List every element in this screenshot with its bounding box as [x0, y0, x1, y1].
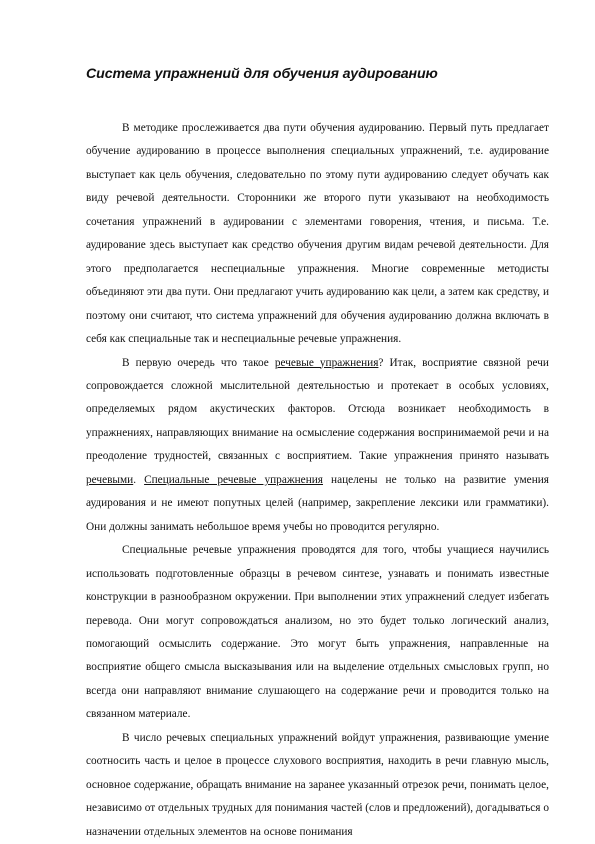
paragraph-2-part-3: . [133, 473, 145, 486]
paragraph-2-part-4: нацелены не только на развитие умения аудирования и не имеют попутных целей (например, закрепление лексики или грамматики). Они должны занимать небольшое время учебы но проводится регулярно. [86, 473, 549, 533]
paragraph-2-part-2: ? Итак, восприятие связной речи сопровождается сложной мыслительной деятельностью и протекает в особых условиях, определяемых рядом акустических факторов. Отсюда возникает необходимость в упражнениях, направляющих внимание на осмысление содержания воспринимаемой речи и на преодоление трудностей, связанных с восприятием. Такие упражнения принято называть [86, 356, 549, 463]
document-body [86, 117, 549, 844]
paragraph-4: В число речевых специальных упражнений войдут упражнения, развивающие умение соотносить часть и целое в процессе слухового восприятия, находить в речи главную мысль, основное содержание, обращать внимание на заранее указанный отрезок речи, понимать целое, независимо от отдельных трудных для понимания частей (слов и предложений), догадываться о назначении отдельных элементов на основе понимания [86, 731, 549, 838]
document-title: Система упражнений для обучения аудированию [86, 66, 438, 82]
link-speech[interactable]: речевыми [86, 473, 134, 486]
paragraph-1: В методике прослеживается два пути обучения аудированию. Первый путь предлагает обучение аудированию в процессе выполнения специальных упражнений, т.е. аудирование выступает как цель обучения, следовательно по этому пути аудированию следует обучать как виду речевой деятельности. Сторонники же второго пути указывают на необходимость сочетания упражнений в аудировании с элементами говорения, чтения, и письма. Т.е. аудирование здесь выступает как средство обучения другим видам речевой деятельности. Для этого предполагается неспециальные упражнения. Многие современные методисты объединяют эти два пути. Они предлагают учить аудированию как цели, а затем как средству, и поэтому они считают, что система упражнений для обучения аудированию должна включать в себя как специальные так и неспециальные речевые упражнения. [86, 122, 549, 346]
link-special-speech-exercises[interactable]: Специальные речевые упражнения [144, 473, 323, 486]
paragraph-2-part-1: В первую очередь что такое [122, 356, 275, 369]
paragraph-3: Специальные речевые упражнения проводятся для того, чтобы учащиеся научились использовать подготовленные образцы в речевом синтезе, узнавать и понимать известные конструкции в разнообразном окружении. При выполнении этих упражнений следует избегать перевода. Они могут сопровождаться анализом, но это будет только логический анализ, помогающий осмыслить содержание. Это могут быть упражнения, направленные на восприятие общего смысла высказывания или на выделение отдельных смысловых групп, но всегда они направляют внимание слушающего на содержание речи и проводится только на связанном материале. [86, 544, 549, 721]
link-speech-exercises[interactable]: речевые упражнения [274, 356, 379, 369]
paragraph-2 [86, 352, 549, 540]
